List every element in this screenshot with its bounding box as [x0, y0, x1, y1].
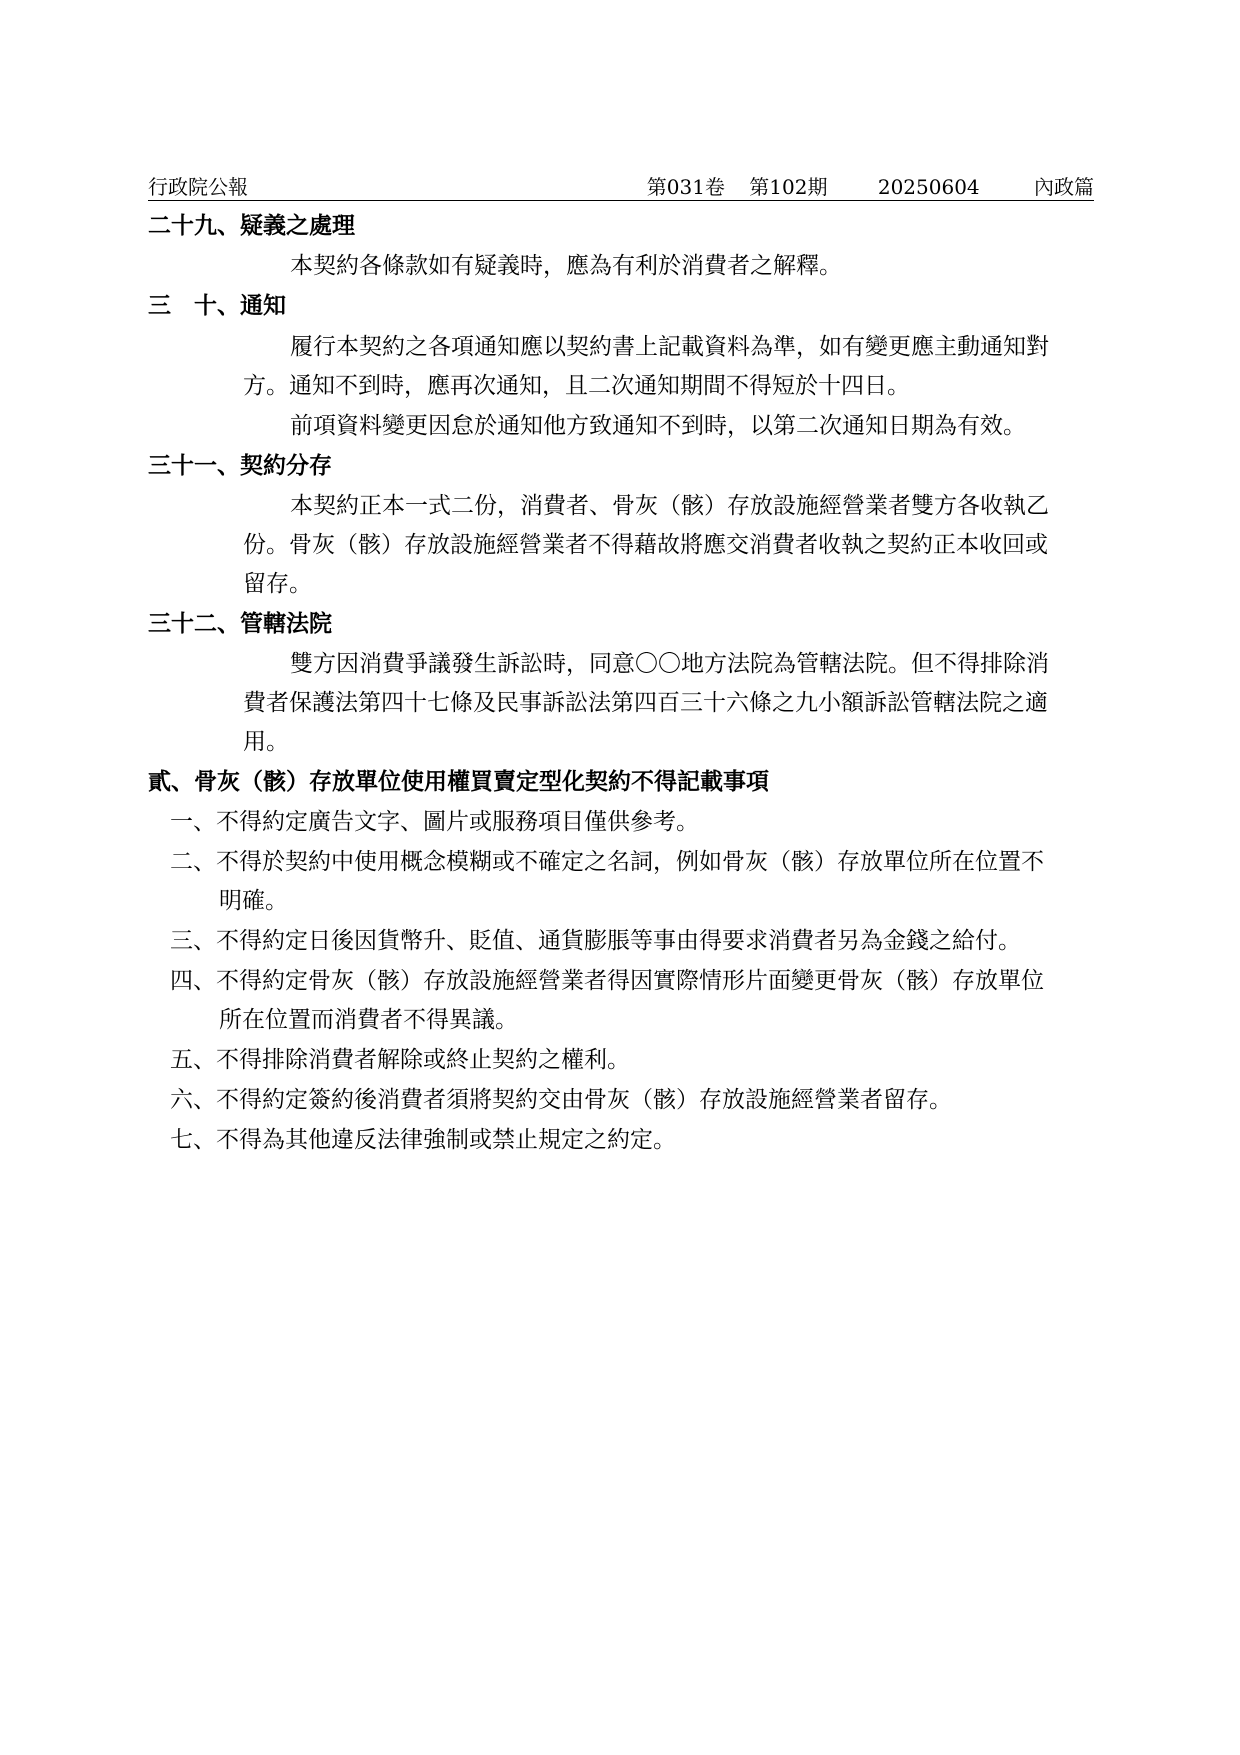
section-label: 內政篇 — [1034, 175, 1094, 199]
part-2-heading: 貳、骨灰（骸）存放單位使用權買賣定型化契約不得記載事項 — [148, 768, 769, 795]
article-32-heading: 三十二、管轄法院 — [148, 610, 332, 637]
part-2-item-7: 七、不得為其他違反法律強制或禁止規定之約定。 — [170, 1127, 676, 1153]
date-label: 20250604 — [877, 175, 980, 199]
article-31-paragraph-line-3: 留存。 — [243, 571, 312, 597]
publication-name: 行政院公報 — [148, 175, 248, 199]
article-30-heading: 三 十、通知 — [148, 292, 286, 319]
article-30-paragraph-1-line-1: 履行本契約之各項通知應以契約書上記載資料為準，如有變更應主動通知對 — [290, 334, 1049, 360]
issue-label: 第102期 — [749, 175, 828, 199]
volume-label: 第031卷 — [646, 175, 725, 199]
article-31-heading: 三十一、契約分存 — [148, 452, 332, 479]
article-32-paragraph-line-2: 費者保護法第四十七條及民事訴訟法第四百三十六條之九小額訴訟管轄法院之適 — [243, 690, 1048, 716]
header-meta — [647, 174, 1094, 200]
part-2-item-2-line-1: 二、不得於契約中使用概念模糊或不確定之名詞，例如骨灰（骸）存放單位所在位置不 — [170, 849, 1044, 875]
part-2-item-6: 六、不得約定簽約後消費者須將契約交由骨灰（骸）存放設施經營業者留存。 — [170, 1087, 952, 1113]
part-2-item-4-line-1: 四、不得約定骨灰（骸）存放設施經營業者得因實際情形片面變更骨灰（骸）存放單位 — [170, 968, 1044, 994]
article-30-paragraph-1-line-2: 方。通知不到時，應再次通知，且二次通知期間不得短於十四日。 — [243, 373, 910, 399]
article-29-heading: 二十九、疑義之處理 — [148, 212, 355, 239]
article-31-paragraph-line-2: 份。骨灰（骸）存放設施經營業者不得藉故將應交消費者收執之契約正本收回或 — [243, 532, 1048, 558]
part-2-item-4-line-2: 所在位置而消費者不得異議。 — [219, 1007, 518, 1033]
part-2-item-3: 三、不得約定日後因貨幣升、貶值、通貨膨脹等事由得要求消費者另為金錢之給付。 — [170, 928, 1021, 954]
page-header — [148, 174, 1094, 201]
part-2-item-5: 五、不得排除消費者解除或終止契約之權利。 — [170, 1047, 630, 1073]
part-2-item-2-line-2: 明確。 — [219, 888, 288, 914]
article-31-paragraph-line-1: 本契約正本一式二份，消費者、骨灰（骸）存放設施經營業者雙方各收執乙 — [290, 493, 1049, 519]
part-2-item-1: 一、不得約定廣告文字、圖片或服務項目僅供參考。 — [170, 809, 699, 835]
article-29-paragraph: 本契約各條款如有疑義時，應為有利於消費者之解釋。 — [290, 253, 842, 279]
article-32-paragraph-line-3: 用。 — [243, 729, 289, 755]
article-32-paragraph-line-1: 雙方因消費爭議發生訴訟時，同意〇〇地方法院為管轄法院。但不得排除消 — [290, 651, 1049, 677]
article-30-paragraph-2: 前項資料變更因怠於通知他方致通知不到時，以第二次通知日期為有效。 — [290, 413, 1026, 439]
